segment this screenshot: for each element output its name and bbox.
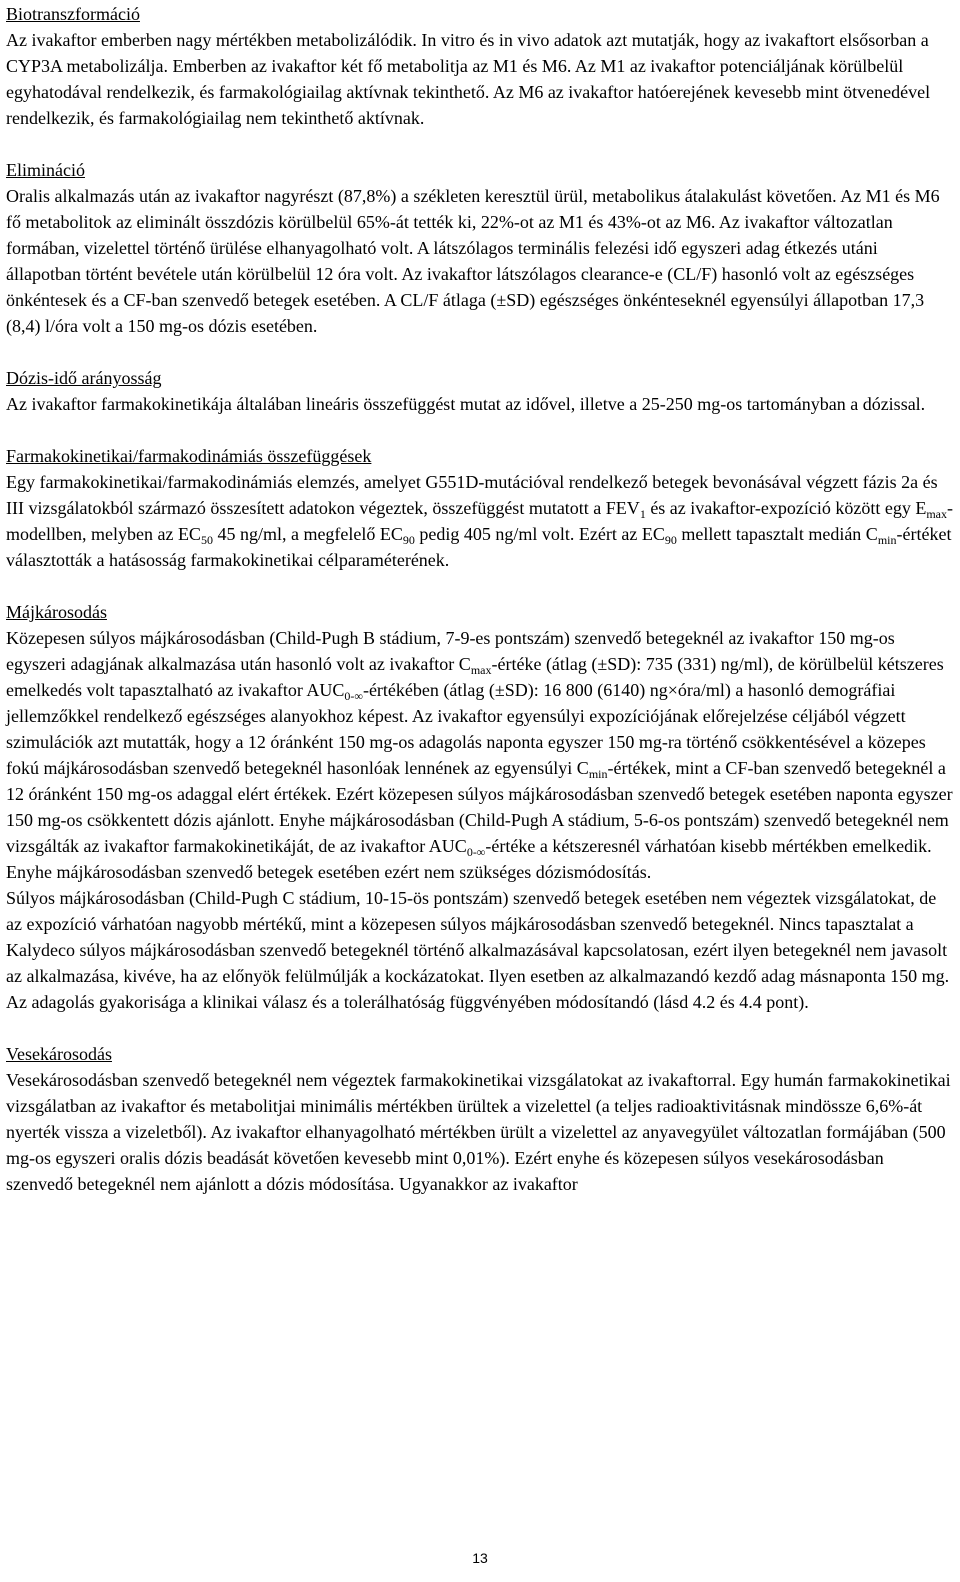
section-heading: Vesekárosodás [6, 1044, 112, 1064]
text-run: -értéke (átlag (±SD): 735 (331) ng/ml), de körülbelül kétszeres emelkedés volt tapasztalható az ivakaftor AUC [6, 654, 944, 700]
section-heading: Májkárosodás [6, 602, 107, 622]
section-renal-impairment [6, 1041, 954, 1197]
section-biotransformation [6, 1, 954, 131]
section-paragraph [6, 469, 954, 573]
section-heading: Biotranszformáció [6, 4, 140, 24]
subscript: 0-∞ [344, 689, 363, 703]
text-run: 45 ng/ml, a megfelelő EC [212, 524, 403, 544]
subscript: max [926, 507, 948, 521]
section-dose-proportionality [6, 365, 954, 417]
text-run: Közepesen súlyos májkárosodásban (Child-Pugh B stádium, 7-9-es pontszám) szenvedő betegeknél az ivakaftor 150 mg-os egyszeri adagjának alkalmazása után hasonló volt az ivakaftor C [6, 628, 895, 674]
section-paragraph [6, 625, 954, 885]
section-paragraph: Vesekárosodásban szenvedő betegeknél nem végeztek farmakokinetikai vizsgálatokat az ivakaftorral. Egy humán farmakokinetikai vizsgálatban az ivakaftor és metabolitjai minimális mértékben ürültek a vizelettel (a teljes radioaktivitásnak mindössze 6,6%-át nyerték vissza a vizeletből). Az ivakaftor elhanyagolható mértékben ürült a vizelettel az anyavegyület változatlan formájában (500 mg-os egyszeri oralis dózis beadását követően kevesebb mint 0,01%). Ezért enyhe és közepesen súlyos vesekárosodásban szenvedő betegeknél nem ajánlott a dózis módosítása. Ugyanakkor az ivakaftor [6, 1070, 951, 1194]
text-run: mellett tapasztalt medián C [676, 524, 878, 544]
section-paragraph: Az ivakaftor farmakokinetikája általában lineáris összefüggést mutat az idővel, illetve a 25-250 mg-os tartományban a dózissal. [6, 394, 926, 414]
section-hepatic-impairment [6, 599, 954, 1015]
section-heading: Elimináció [6, 160, 85, 180]
section-heading: Dózis-idő arányosság [6, 368, 162, 388]
subscript: 90 [402, 533, 415, 547]
section-pkpd [6, 443, 954, 573]
subscript: min [877, 533, 897, 547]
page-number: 13 [472, 1550, 488, 1566]
text-run: -értékek, mint a CF-ban szenvedő betegeknél a 12 óránként 150 mg-os adaggal elért értékek. Ezért közepesen súlyos májkárosodásban szenvedő betegek esetében naponta egyszer 150 mg-os csökkentett dózis ajánlott. Enyhe májkárosodásban (Child-Pugh A stádium, 5-6-os pontszám) szenvedő betegeknél nem vizsgálták az ivakaftor farmakokinetikáját, de az ivakaftor AUC [6, 758, 953, 856]
subscript: 50 [200, 533, 213, 547]
subscript: 1 [639, 507, 646, 521]
section-elimination [6, 157, 954, 339]
subscript: max [470, 663, 492, 677]
section-paragraph: Az ivakaftor emberben nagy mértékben metabolizálódik. In vitro és in vivo adatok azt mutatják, hogy az ivakaftort elsősorban a CYP3A metabolizálja. Emberben az ivakaftor két fő metabolitja az M1 és M6. Az M1 az ivakaftor potenciáljának körülbelül egyhatodával rendelkezik, és farmakológiailag aktívnak tekinthető. Az M6 az ivakaftor hatóerejének kevesebb mint ötvenedével rendelkezik, és farmakológiailag nem tekinthető aktívnak. [6, 30, 931, 128]
text-run: -modellben, melyben az EC [6, 498, 954, 544]
text-run: -értékében (átlag (±SD): 16 800 (6140) ng×óra/ml) a hasonló demográfiai jellemzőkkel rendelkező egészséges alanyokhoz képest. Az ivakaftor egyensúlyi expozíciójának előrejelzése céljából végzett szimulációk azt mutatták, hogy a 12 óránként 150 mg-os adagolás naponta egyszer 150 mg-ra történő csökkentésével a közepes fokú májkárosodásban szenvedő betegeknél hasonlóak lennének az egyensúlyi C [6, 680, 926, 778]
text-run: -értéke a kétszeresnél várhatóan kisebb mértékben emelkedik. Enyhe májkárosodásban szenvedő betegek esetében ezért nem szükséges dózismódosítás. [6, 836, 932, 882]
section-paragraph: Oralis alkalmazás után az ivakaftor nagyrészt (87,8%) a székleten keresztül ürül, metabolikus átalakulást követően. Az M1 és M6 fő metabolitok az eliminált összdózis körülbelül 65%-át tették ki, 22%-ot az M1 és 43%-ot az M6. Az ivakaftor változatlan formában, vizelettel történő ürülése elhanyagolható volt. A látszólagos terminális felezési idő egyszeri adag étkezés utáni állapotban történt bevétele után körülbelül 12 óra volt. Az ivakaftor látszólagos clearance-e (CL/F) hasonló volt az egészséges önkéntesek és a CF-ban szenvedő betegek esetében. A CL/F átlaga (±SD) egészséges önkénteseknél egyensúlyi állapotban 17,3 (8,4) l/óra volt a 150 mg-os dózis esetében. [6, 186, 940, 336]
text-run: -értéket választották a hatásosság farmakokinetikai célparaméterének. [6, 524, 952, 570]
text-run: Egy farmakokinetikai/farmakodinámiás elemzés, amelyet G551D-mutációval rendelkező betegek bevonásával végzett fázis 2a és III vizsgálatokból származó összesített adatokon végeztek, összefüggést mutatott a FEV [6, 472, 938, 518]
subscript: min [588, 767, 608, 781]
text-run: pedig 405 ng/ml volt. Ezért az EC [414, 524, 665, 544]
section-paragraph: Súlyos májkárosodásban (Child-Pugh C stádium, 10-15-ös pontszám) szenvedő betegek esetében nem végeztek vizsgálatokat, de az expozíció várhatóan nagyobb mértékű, mint a közepesen súlyos májkárosodásban szenvedő betegeknél. Nincs tapasztalat a Kalydeco súlyos májkárosodásban szenvedő betegeknél történő alkalmazásával kapcsolatosan, ezért ilyen betegeknél nem javasolt az alkalmazása, kivéve, ha az előnyök felülmúlják a kockázatokat. Ilyen esetben az alkalmazandó kezdő adag másnaponta 150 mg. Az adagolás gyakorisága a klinikai válasz és a tolerálhatóság függvényében módosítandó (lásd 4.2 és 4.4 pont). [6, 888, 950, 1012]
subscript: 90 [664, 533, 677, 547]
text-run: és az ivakaftor-expozíció között egy E [645, 498, 927, 518]
subscript: 0-∞ [466, 845, 486, 859]
section-heading: Farmakokinetikai/farmakodinámiás összefüggések [6, 446, 372, 466]
document-page [6, 1, 954, 1197]
